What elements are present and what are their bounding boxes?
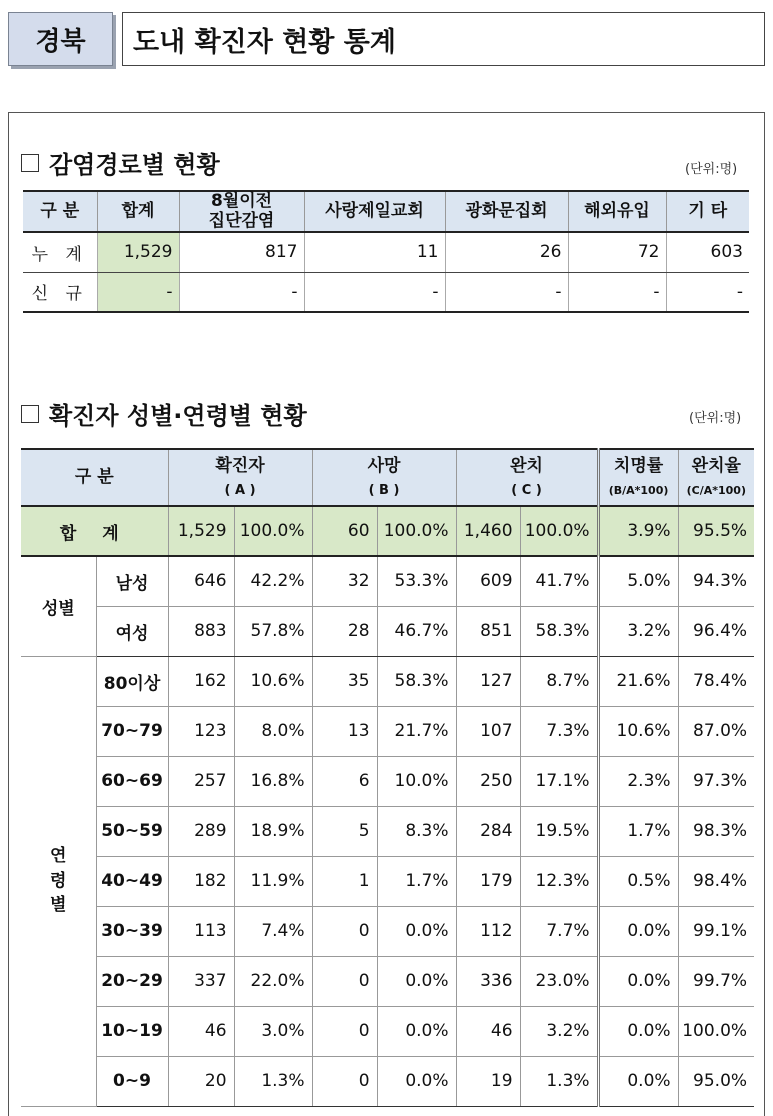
section1-unit: (단위:명): [685, 162, 738, 177]
total-row: [21, 506, 754, 556]
hdr-fatality: [598, 449, 678, 506]
hdr-recovery-label: 완치율: [691, 456, 741, 477]
cell-before-aug: -: [179, 272, 304, 312]
cell-confirmed: 113: [168, 906, 234, 956]
cell-fatality: 0.0%: [598, 1056, 678, 1106]
hdr-confirmed-sub: ( A ): [224, 482, 256, 498]
hdr-recovered-label: 완치: [510, 456, 543, 477]
hdr-fatality-sub: (B/A*100): [608, 483, 669, 497]
cell-confirmed-pct: 8.0%: [234, 706, 312, 756]
stats-panel: [8, 112, 765, 1116]
cell-confirmed: 289: [168, 806, 234, 856]
cell-gwanghwamun: 26: [445, 232, 568, 272]
cell-deaths: 6: [312, 756, 377, 806]
hdr-confirmed-label: 확진자: [215, 456, 265, 477]
hdr-confirmed: [168, 449, 312, 506]
table-row: [21, 606, 754, 656]
col-category: 구 분: [23, 191, 97, 232]
table-row: [21, 706, 754, 756]
row-label: 여성: [96, 606, 168, 656]
cell-gwanghwamun: -: [445, 272, 568, 312]
cell-recovered-pct: 58.3%: [520, 606, 598, 656]
cell-deaths-pct: 10.0%: [377, 756, 456, 806]
section1-title: 감염경로별 현황: [49, 151, 220, 179]
cell-recovered: 1,460: [456, 506, 520, 556]
cell-deaths: 32: [312, 556, 377, 606]
cell-deaths: 0: [312, 1006, 377, 1056]
cell-other: 603: [666, 232, 749, 272]
cell-recovery: 98.3%: [678, 806, 754, 856]
table-row: [21, 556, 754, 606]
table-row: [21, 856, 754, 906]
cell-recovered-pct: 7.7%: [520, 906, 598, 956]
age-group-label: [21, 656, 96, 1106]
cell-confirmed-pct: 22.0%: [234, 956, 312, 1006]
cell-recovered-pct: 8.7%: [520, 656, 598, 706]
table-row: [21, 956, 754, 1006]
cell-fatality: 1.7%: [598, 806, 678, 856]
sex-group-text: 성별: [41, 598, 75, 619]
cell-deaths: 60: [312, 506, 377, 556]
cell-recovery: 96.4%: [678, 606, 754, 656]
table-row: [21, 906, 754, 956]
cell-deaths: 35: [312, 656, 377, 706]
cell-fatality: 2.3%: [598, 756, 678, 806]
cell-recovered: 609: [456, 556, 520, 606]
cell-confirmed-pct: 3.0%: [234, 1006, 312, 1056]
row-label: 신 규: [23, 272, 97, 312]
infection-route-table: [23, 190, 749, 313]
col-overseas: 해외유입: [568, 191, 666, 232]
cell-deaths-pct: 8.3%: [377, 806, 456, 856]
cell-confirmed-pct: 42.2%: [234, 556, 312, 606]
table-row: [21, 1056, 754, 1106]
cell-deaths-pct: 58.3%: [377, 656, 456, 706]
cell-confirmed: 162: [168, 656, 234, 706]
cell-recovery: 98.4%: [678, 856, 754, 906]
cell-recovery: 95.5%: [678, 506, 754, 556]
cell-deaths-pct: 100.0%: [377, 506, 456, 556]
row-label: 40~49: [96, 856, 168, 906]
cell-recovery: 97.3%: [678, 756, 754, 806]
row-label: 누 계: [23, 232, 97, 272]
cell-confirmed: 20: [168, 1056, 234, 1106]
cell-total: 1,529: [97, 232, 179, 272]
cell-fatality: 0.0%: [598, 956, 678, 1006]
row-label: 50~59: [96, 806, 168, 856]
col-before-aug: [179, 191, 304, 232]
table-row: [23, 232, 749, 272]
page-title: 도내 확진자 현황 통계: [122, 12, 765, 66]
cell-recovered: 107: [456, 706, 520, 756]
cell-recovered-pct: 3.2%: [520, 1006, 598, 1056]
cell-confirmed: 123: [168, 706, 234, 756]
hdr-recovery: [678, 449, 754, 506]
col-other: 기 타: [666, 191, 749, 232]
section1-heading: [21, 145, 220, 180]
cell-overseas: -: [568, 272, 666, 312]
cell-confirmed-pct: 11.9%: [234, 856, 312, 906]
demographics-table: [21, 448, 754, 1107]
cell-deaths: 13: [312, 706, 377, 756]
section2-unit: (단위:명): [689, 411, 742, 426]
col-before-aug-line1: 8월이전: [210, 191, 273, 211]
cell-fatality: 0.0%: [598, 1006, 678, 1056]
cell-confirmed: 337: [168, 956, 234, 1006]
cell-recovered: 336: [456, 956, 520, 1006]
cell-confirmed: 646: [168, 556, 234, 606]
cell-recovery: 78.4%: [678, 656, 754, 706]
hdr-deaths: [312, 449, 456, 506]
table-row: [21, 756, 754, 806]
row-label: 80이상: [96, 656, 168, 706]
cell-deaths-pct: 0.0%: [377, 1056, 456, 1106]
cell-fatality: 0.5%: [598, 856, 678, 906]
cell-recovery: 100.0%: [678, 1006, 754, 1056]
cell-other: -: [666, 272, 749, 312]
col-church: 사랑제일교회: [304, 191, 445, 232]
table-header-row: [21, 449, 754, 506]
cell-church: -: [304, 272, 445, 312]
cell-deaths-pct: 0.0%: [377, 1006, 456, 1056]
row-label: 0~9: [96, 1056, 168, 1106]
cell-deaths: 0: [312, 956, 377, 1006]
table-header-row: [23, 191, 749, 232]
hdr-deaths-sub: ( B ): [368, 482, 400, 498]
table-row: [21, 1006, 754, 1056]
cell-deaths: 0: [312, 1056, 377, 1106]
cell-recovered-pct: 19.5%: [520, 806, 598, 856]
cell-fatality: 0.0%: [598, 906, 678, 956]
row-label: 70~79: [96, 706, 168, 756]
hdr-recovered: [456, 449, 598, 506]
cell-confirmed-pct: 18.9%: [234, 806, 312, 856]
cell-recovered: 851: [456, 606, 520, 656]
age-group-char: 령: [50, 870, 67, 891]
cell-recovered-pct: 12.3%: [520, 856, 598, 906]
cell-confirmed-pct: 100.0%: [234, 506, 312, 556]
row-label: 남성: [96, 556, 168, 606]
cell-confirmed: 46: [168, 1006, 234, 1056]
cell-total: -: [97, 272, 179, 312]
cell-deaths: 0: [312, 906, 377, 956]
checkbox-icon: [21, 405, 39, 423]
hdr-recovery-sub: (C/A*100): [686, 483, 746, 497]
age-group-text: [50, 844, 66, 918]
cell-fatality: 21.6%: [598, 656, 678, 706]
sex-group-label: [21, 556, 96, 656]
cell-church: 11: [304, 232, 445, 272]
cell-confirmed-pct: 57.8%: [234, 606, 312, 656]
cell-confirmed: 1,529: [168, 506, 234, 556]
cell-fatality: 5.0%: [598, 556, 678, 606]
cell-deaths-pct: 21.7%: [377, 706, 456, 756]
cell-recovered: 19: [456, 1056, 520, 1106]
row-label: 60~69: [96, 756, 168, 806]
cell-before-aug: 817: [179, 232, 304, 272]
hdr-category: 구 분: [21, 449, 168, 506]
cell-deaths: 1: [312, 856, 377, 906]
cell-deaths-pct: 53.3%: [377, 556, 456, 606]
section2-title: 확진자 성별·연령별 현황: [49, 402, 307, 430]
cell-recovery: 99.1%: [678, 906, 754, 956]
cell-deaths-pct: 0.0%: [377, 956, 456, 1006]
cell-recovery: 94.3%: [678, 556, 754, 606]
table-row: [23, 272, 749, 312]
section2-heading: [21, 396, 307, 431]
cell-confirmed-pct: 16.8%: [234, 756, 312, 806]
cell-confirmed-pct: 10.6%: [234, 656, 312, 706]
cell-recovered: 250: [456, 756, 520, 806]
row-label: 20~29: [96, 956, 168, 1006]
cell-recovered: 127: [456, 656, 520, 706]
cell-deaths-pct: 1.7%: [377, 856, 456, 906]
cell-recovered: 112: [456, 906, 520, 956]
hdr-recovered-sub: ( C ): [511, 482, 542, 498]
cell-recovered: 284: [456, 806, 520, 856]
cell-fatality: 10.6%: [598, 706, 678, 756]
cell-confirmed: 182: [168, 856, 234, 906]
cell-confirmed: 883: [168, 606, 234, 656]
row-label: 합 계: [21, 506, 168, 556]
cell-recovered: 179: [456, 856, 520, 906]
checkbox-icon: [21, 154, 39, 172]
cell-deaths-pct: 0.0%: [377, 906, 456, 956]
col-before-aug-line2: 집단감염: [208, 210, 275, 231]
cell-recovered-pct: 100.0%: [520, 506, 598, 556]
cell-recovered-pct: 23.0%: [520, 956, 598, 1006]
cell-recovered-pct: 17.1%: [520, 756, 598, 806]
cell-overseas: 72: [568, 232, 666, 272]
cell-recovery: 87.0%: [678, 706, 754, 756]
cell-fatality: 3.9%: [598, 506, 678, 556]
cell-deaths-pct: 46.7%: [377, 606, 456, 656]
cell-confirmed: 257: [168, 756, 234, 806]
cell-recovery: 95.0%: [678, 1056, 754, 1106]
cell-fatality: 3.2%: [598, 606, 678, 656]
cell-recovered: 46: [456, 1006, 520, 1056]
cell-recovery: 99.7%: [678, 956, 754, 1006]
cell-confirmed-pct: 7.4%: [234, 906, 312, 956]
cell-recovered-pct: 1.3%: [520, 1056, 598, 1106]
age-group-char: 연: [50, 846, 67, 867]
page-header: [8, 12, 765, 68]
cell-confirmed-pct: 1.3%: [234, 1056, 312, 1106]
age-group-char: 별: [50, 895, 67, 916]
cell-deaths: 28: [312, 606, 377, 656]
cell-deaths: 5: [312, 806, 377, 856]
col-total: 합계: [97, 191, 179, 232]
cell-recovered-pct: 7.3%: [520, 706, 598, 756]
cell-recovered-pct: 41.7%: [520, 556, 598, 606]
col-gwanghwamun: 광화문집회: [445, 191, 568, 232]
table-row: [21, 806, 754, 856]
table-row: [21, 656, 754, 706]
hdr-deaths-label: 사망: [367, 456, 401, 477]
hdr-fatality-label: 치명률: [613, 456, 664, 477]
row-label: 30~39: [96, 906, 168, 956]
row-label: 10~19: [96, 1006, 168, 1056]
region-badge: 경북: [8, 12, 113, 66]
